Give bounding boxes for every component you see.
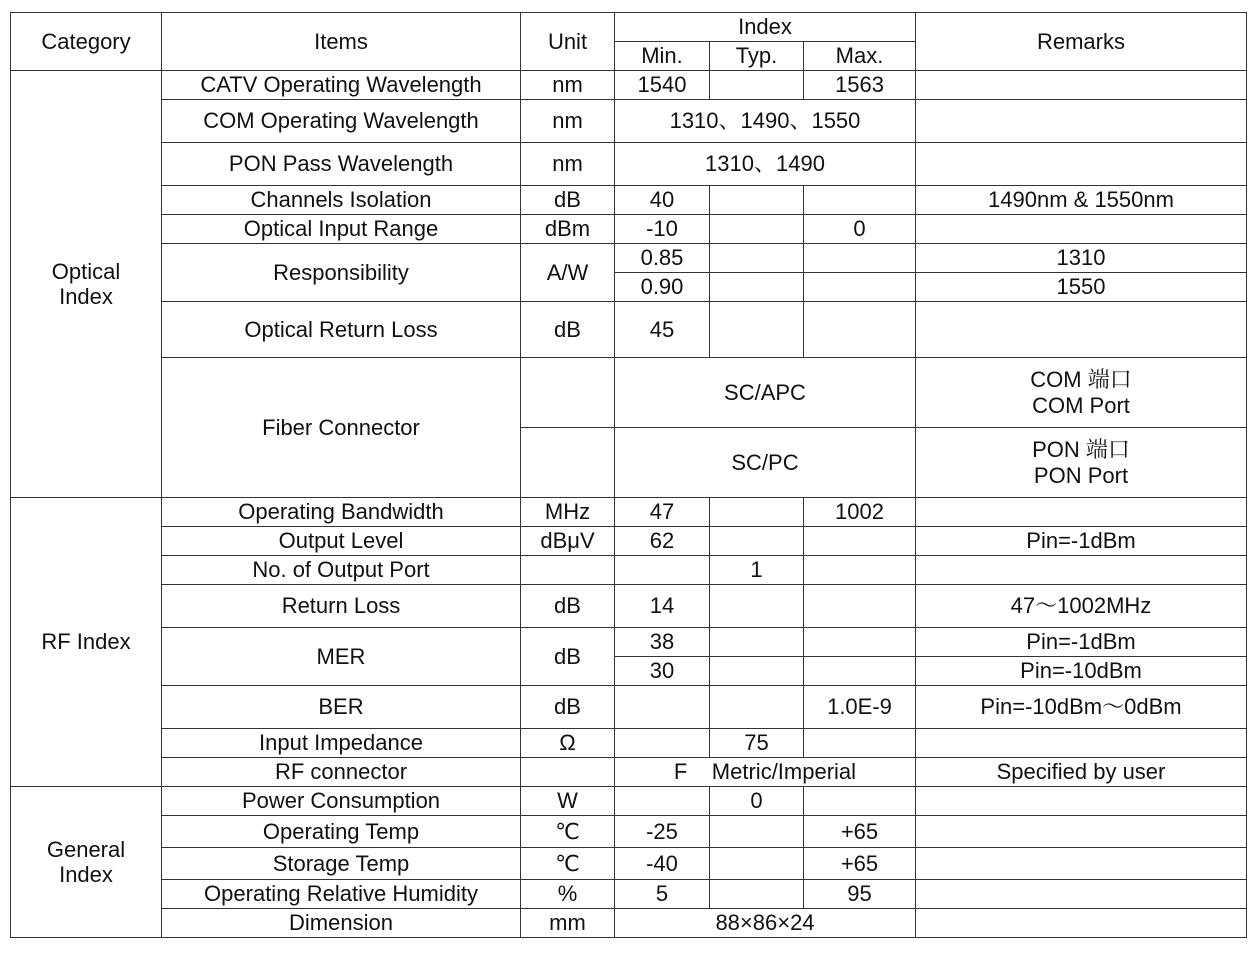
unit-cell: dBμV: [521, 527, 615, 556]
typ-cell: [710, 527, 804, 556]
typ-cell: 0: [710, 787, 804, 816]
unit-cell: W: [521, 787, 615, 816]
min-cell: 30: [615, 657, 710, 686]
item-cell: RF connector: [162, 758, 521, 787]
unit-cell: [521, 556, 615, 585]
min-cell: 1540: [615, 71, 710, 100]
table-row: [11, 244, 1247, 273]
table-row: [11, 729, 1247, 758]
item-cell: No. of Output Port: [162, 556, 521, 585]
item-cell: Channels Isolation: [162, 186, 521, 215]
max-cell: [804, 302, 916, 358]
min-cell: [615, 556, 710, 585]
min-cell: 47: [615, 498, 710, 527]
remarks-cell: Pin=-10dBm: [916, 657, 1247, 686]
table-row: [11, 143, 1247, 186]
header-row-1: [11, 13, 1247, 42]
min-cell: [615, 686, 710, 729]
table-row: [11, 100, 1247, 143]
remarks-cell: 47～1002MHz: [916, 585, 1247, 628]
max-cell: [804, 585, 916, 628]
max-cell: 1563: [804, 71, 916, 100]
item-cell: Input Impedance: [162, 729, 521, 758]
index-value-cell: 1310、1490、1550: [615, 100, 916, 143]
min-cell: [615, 787, 710, 816]
unit-cell: ℃: [521, 816, 615, 848]
max-cell: [804, 729, 916, 758]
max-cell: 1.0E-9: [804, 686, 916, 729]
max-cell: [804, 556, 916, 585]
typ-cell: [710, 628, 804, 657]
min-cell: 0.90: [615, 273, 710, 302]
header-index: Index: [615, 13, 916, 42]
header-items: Items: [162, 13, 521, 71]
typ-cell: [710, 215, 804, 244]
item-cell: PON Pass Wavelength: [162, 143, 521, 186]
item-cell: Operating Temp: [162, 816, 521, 848]
min-cell: -10: [615, 215, 710, 244]
spec-table: [10, 12, 1247, 938]
table-row: [11, 816, 1247, 848]
index-value-cell: SC/PC: [615, 428, 916, 498]
unit-cell: dB: [521, 585, 615, 628]
item-cell: MER: [162, 628, 521, 686]
table-row: [11, 71, 1247, 100]
unit-cell: dB: [521, 628, 615, 686]
unit-cell: %: [521, 880, 615, 909]
item-cell: CATV Operating Wavelength: [162, 71, 521, 100]
typ-cell: [710, 657, 804, 686]
remarks-cell: [916, 909, 1247, 938]
table-row: [11, 585, 1247, 628]
table-row: [11, 787, 1247, 816]
unit-cell: [521, 758, 615, 787]
remarks-cell: [916, 215, 1247, 244]
unit-cell: dB: [521, 686, 615, 729]
remarks-cell: 1550: [916, 273, 1247, 302]
unit-cell: dBm: [521, 215, 615, 244]
max-cell: [804, 657, 916, 686]
max-cell: [804, 244, 916, 273]
typ-cell: 1: [710, 556, 804, 585]
max-cell: [804, 273, 916, 302]
max-cell: +65: [804, 816, 916, 848]
max-cell: 1002: [804, 498, 916, 527]
remarks-cell: [916, 556, 1247, 585]
item-cell: Operating Bandwidth: [162, 498, 521, 527]
typ-cell: [710, 273, 804, 302]
min-cell: 45: [615, 302, 710, 358]
item-cell: Operating Relative Humidity: [162, 880, 521, 909]
min-cell: 40: [615, 186, 710, 215]
min-cell: [615, 729, 710, 758]
typ-cell: [710, 186, 804, 215]
min-cell: 38: [615, 628, 710, 657]
index-value-cell: 1310、1490: [615, 143, 916, 186]
unit-cell: nm: [521, 143, 615, 186]
table-row: [11, 358, 1247, 428]
typ-cell: [710, 585, 804, 628]
header-max: Max.: [804, 42, 916, 71]
table-row: [11, 909, 1247, 938]
table-row: [11, 302, 1247, 358]
table-row: [11, 186, 1247, 215]
max-cell: 95: [804, 880, 916, 909]
unit-cell: nm: [521, 100, 615, 143]
table-row: [11, 215, 1247, 244]
typ-cell: [710, 302, 804, 358]
header-typ: Typ.: [710, 42, 804, 71]
table-row: [11, 758, 1247, 787]
remarks-cell: 1310: [916, 244, 1247, 273]
min-cell: 62: [615, 527, 710, 556]
index-value-cell: F Metric/Imperial: [615, 758, 916, 787]
min-cell: -25: [615, 816, 710, 848]
remarks-cell: PON 端口 PON Port: [916, 428, 1247, 498]
unit-cell: ℃: [521, 848, 615, 880]
remarks-cell: [916, 848, 1247, 880]
header-min: Min.: [615, 42, 710, 71]
max-cell: +65: [804, 848, 916, 880]
header-unit: Unit: [521, 13, 615, 71]
index-value-cell: 88×86×24: [615, 909, 916, 938]
remarks-cell: COM 端口 COM Port: [916, 358, 1247, 428]
typ-cell: [710, 816, 804, 848]
remarks-cell: [916, 787, 1247, 816]
typ-cell: [710, 686, 804, 729]
item-cell: BER: [162, 686, 521, 729]
item-cell: Return Loss: [162, 585, 521, 628]
item-cell: Fiber Connector: [162, 358, 521, 498]
max-cell: [804, 628, 916, 657]
remarks-cell: Pin=-10dBm～0dBm: [916, 686, 1247, 729]
min-cell: -40: [615, 848, 710, 880]
unit-cell: dB: [521, 302, 615, 358]
typ-cell: 75: [710, 729, 804, 758]
item-cell: Dimension: [162, 909, 521, 938]
unit-cell: A/W: [521, 244, 615, 302]
unit-cell: [521, 428, 615, 498]
table-row: [11, 628, 1247, 657]
remarks-cell: [916, 729, 1247, 758]
table-row: [11, 498, 1247, 527]
min-cell: 5: [615, 880, 710, 909]
remarks-cell: Pin=-1dBm: [916, 527, 1247, 556]
typ-cell: [710, 71, 804, 100]
remarks-cell: Specified by user: [916, 758, 1247, 787]
remarks-cell: [916, 816, 1247, 848]
category-optical: Optical Index: [11, 71, 162, 498]
header-remarks: Remarks: [916, 13, 1247, 71]
max-cell: [804, 787, 916, 816]
unit-cell: [521, 358, 615, 428]
typ-cell: [710, 848, 804, 880]
unit-cell: Ω: [521, 729, 615, 758]
typ-cell: [710, 244, 804, 273]
unit-cell: MHz: [521, 498, 615, 527]
remarks-cell: [916, 100, 1247, 143]
remarks-cell: [916, 880, 1247, 909]
min-cell: 14: [615, 585, 710, 628]
unit-cell: nm: [521, 71, 615, 100]
max-cell: [804, 186, 916, 215]
item-cell: COM Operating Wavelength: [162, 100, 521, 143]
remarks-cell: [916, 498, 1247, 527]
remarks-cell: [916, 302, 1247, 358]
item-cell: Storage Temp: [162, 848, 521, 880]
max-cell: [804, 527, 916, 556]
unit-cell: dB: [521, 186, 615, 215]
remarks-cell: Pin=-1dBm: [916, 628, 1247, 657]
table-row: [11, 686, 1247, 729]
remarks-cell: [916, 143, 1247, 186]
item-cell: Power Consumption: [162, 787, 521, 816]
header-category: Category: [11, 13, 162, 71]
table-row: [11, 527, 1247, 556]
typ-cell: [710, 880, 804, 909]
category-rf: RF Index: [11, 498, 162, 787]
category-general: General Index: [11, 787, 162, 938]
unit-cell: mm: [521, 909, 615, 938]
table-row: [11, 880, 1247, 909]
item-cell: Responsibility: [162, 244, 521, 302]
remarks-cell: [916, 71, 1247, 100]
min-cell: 0.85: [615, 244, 710, 273]
table-row: [11, 848, 1247, 880]
remarks-cell: 1490nm & 1550nm: [916, 186, 1247, 215]
max-cell: 0: [804, 215, 916, 244]
table-row: [11, 556, 1247, 585]
item-cell: Optical Return Loss: [162, 302, 521, 358]
typ-cell: [710, 498, 804, 527]
item-cell: Optical Input Range: [162, 215, 521, 244]
index-value-cell: SC/APC: [615, 358, 916, 428]
item-cell: Output Level: [162, 527, 521, 556]
